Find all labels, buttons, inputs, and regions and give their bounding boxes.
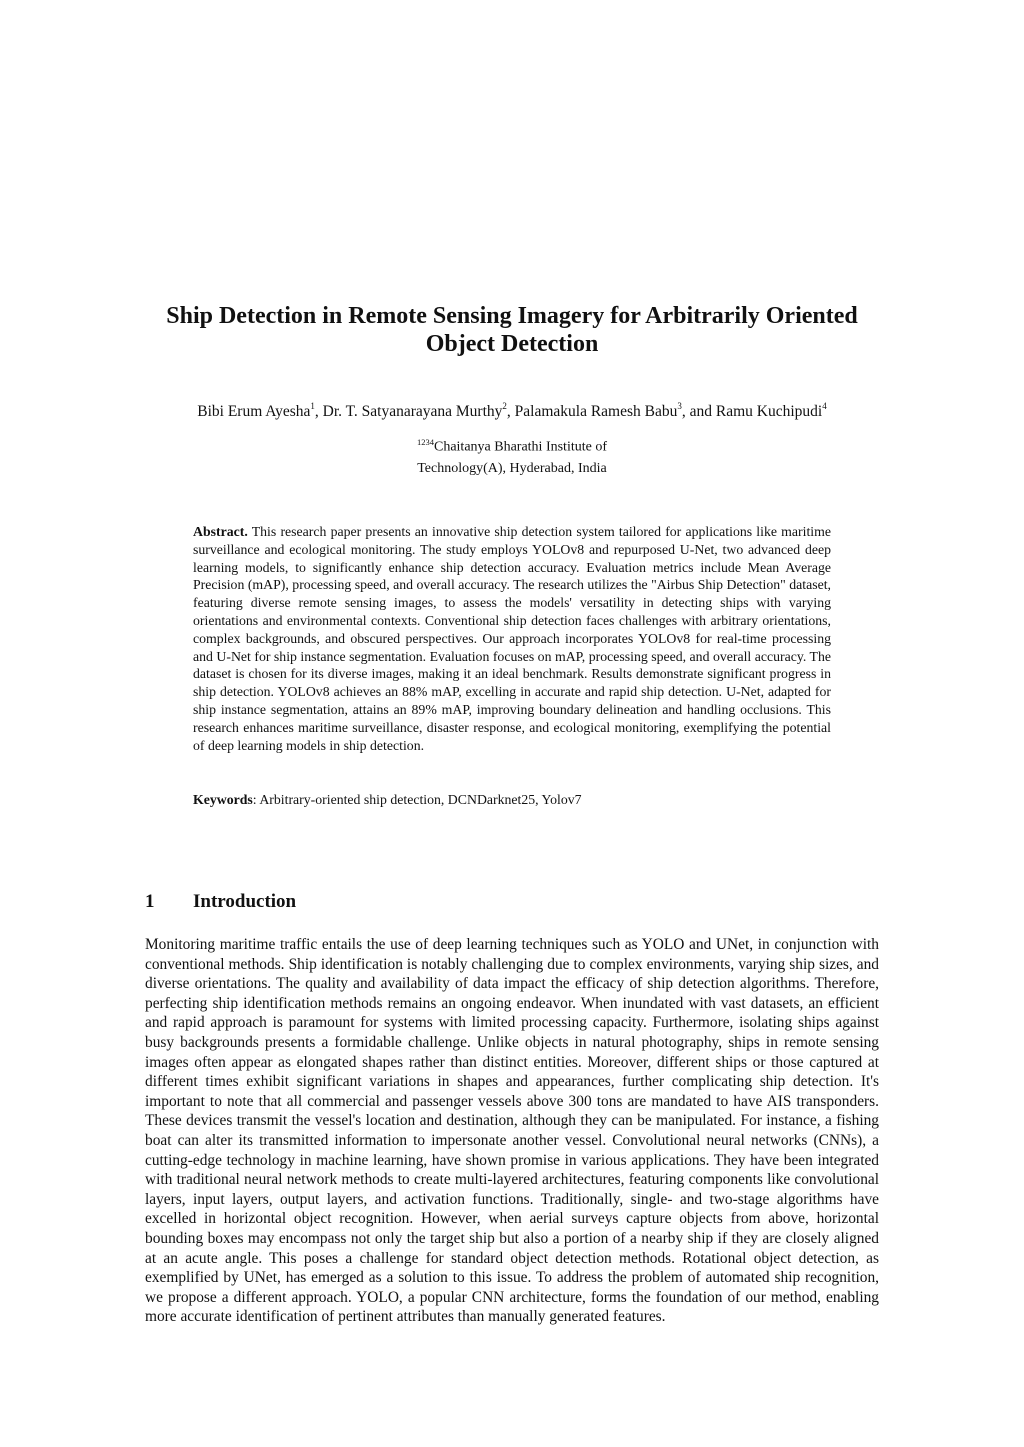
affiliation-line-2: Technology(A), Hyderabad, India xyxy=(417,460,607,476)
author-list xyxy=(120,396,904,423)
affiliation-line-1: Chaitanya Bharathi Institute of xyxy=(433,439,607,455)
section-number: 1 xyxy=(145,891,155,912)
affiliation-mark: 1 xyxy=(310,401,315,411)
affiliation-marks: 1234 xyxy=(416,437,434,447)
introduction-body: Monitoring maritime traffic entails the use of deep learning techniques such as YOLO and UNet, in conjunction with conventional methods. Ship identification is notably challenging due to complex environments, varying ship sizes, and diverse orientations. The quality and availability of data impact the efficacy of ship detection algorithms. Therefore, perfecting ship identification methods remains an ongoing endeavor. When inundated with vast datasets, an efficient and rapid approach is paramount for systems with limited processing capacity. Furthermore, isolating ships against busy backgrounds presents a formidable challenge. Unlike objects in natural photography, ships in remote sensing images often appear as elongated shapes rather than distinct entities. Moreover, different ships or those captured at different times exhibit significant variations in shapes and appearances, further complicating ship detection. It's important to note that all commercial and passenger vessels above 300 tons are mandated to have AIS transponders. These devices transmit the vessel's location and destination, although they can be manipulated. For instance, a fishing boat can alter its transmitted information to impersonate another vessel. Convolutional neural networks (CNNs), a cutting-edge technology in machine learning, have shown promise in various applications. They have been integrated with traditional neural network methods to create multi-layered architectures, featuring components like convolutional layers, input layers, output layers, and activation functions. Traditionally, single- and two-stage algorithms have excelled in horizontal object recognition. However, when aerial surveys capture objects from above, horizontal bounding boxes may encompass not only the target ship but also a portion of a nearby ship if they are closely aligned at an acute angle. This poses a challenge for standard object detection methods. Rotational object detection, as exemplified by UNet, has emerged as a solution to this issue. To address the problem of automated ship recognition, we propose a different approach. YOLO, a popular CNN architecture, forms the foundation of our method, enabling more accurate identification of pertinent attributes than manually generated features. xyxy=(145,936,879,1326)
keywords-label: Keywords xyxy=(193,792,253,807)
affiliation-mark: 3 xyxy=(677,401,682,411)
section-heading-introduction xyxy=(145,890,296,914)
keywords xyxy=(193,791,831,809)
keywords-text: : Arbitrary-oriented ship detection, DCNDarknet25, Yolov7 xyxy=(252,792,582,807)
abstract-text: This research paper presents an innovative ship detection system tailored for applications like maritime surveillance and ecological monitoring. The study employs YOLOv8 and repurposed U-Net, two advanced deep learning models, to significantly enhance ship detection accuracy. Evaluation metrics include Mean Average Precision (mAP), processing speed, and overall accuracy. The research utilizes the "Airbus Ship Detection" dataset, featuring diverse remote sensing images, to assess the models' versatility in detecting ships with varying orientations and environmental contexts. Conventional ship detection faces challenges with arbitrary orientations, complex backgrounds, and obscured perspectives. Our approach incorporates YOLOv8 for real-time processing and U-Net for ship instance segmentation. Evaluation focuses on mAP, processing speed, and overall accuracy. The dataset is chosen for its diverse images, making it an ideal benchmark. Results demonstrate significant progress in ship detection. YOLOv8 achieves an 88% mAP, excelling in accurate and rapid ship detection. U-Net, adapted for ship instance segmentation, attains an 89% mAP, improving boundary delineation and handling occlusions. This research enhances maritime surveillance, disaster response, and ecological monitoring, exemplifying the potential of deep learning models in ship detection. xyxy=(193,524,831,753)
author-name: Dr. T. Satyanarayana Murthy xyxy=(322,403,503,421)
affiliation-mark: 2 xyxy=(502,401,507,411)
affiliation xyxy=(360,432,664,479)
author-name: Ramu Kuchipudi xyxy=(715,403,823,421)
abstract-label: Abstract. xyxy=(193,524,248,539)
affiliation-mark: 4 xyxy=(822,401,827,411)
abstract xyxy=(193,523,831,754)
author-name: Bibi Erum Ayesha xyxy=(197,403,311,421)
author-separator: , xyxy=(314,403,323,421)
author-separator: , and xyxy=(681,403,716,421)
paper-title: Ship Detection in Remote Sensing Imagery for Arbitrarily Oriented Object Detection xyxy=(166,303,858,357)
author-name: Palamakula Ramesh Babu xyxy=(514,403,678,421)
section-title: Introduction xyxy=(193,891,297,912)
author-separator: , xyxy=(506,403,515,421)
